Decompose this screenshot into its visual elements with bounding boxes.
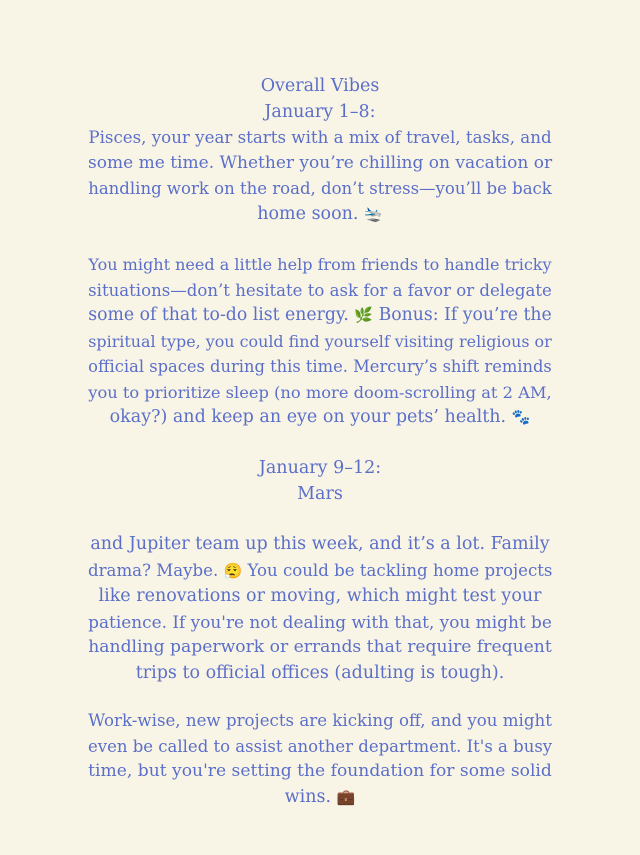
text-fragment: drama? Maybe.: [88, 560, 219, 580]
text-fragment: You could be tackling home projects: [247, 560, 553, 580]
date-range-1: January 1–8:: [264, 101, 376, 122]
text-fragment: home soon.: [257, 203, 359, 224]
section-2-heading: [88, 456, 552, 507]
text-line: trips to official offices (adulting is tough).: [135, 662, 505, 683]
text-line: spiritual type, you could find yourself visiting religious or: [88, 331, 552, 351]
text-line: handling work on the road, don’t stress—you’ll be back: [88, 179, 552, 198]
exhaling-face-icon: 😮‍💨: [223, 561, 243, 580]
herb-leaf-icon: 🌿: [354, 306, 374, 324]
text-line-with-emoji: [88, 303, 552, 329]
text-line: and Jupiter team up this week, and it’s a lot. Family: [90, 534, 550, 554]
planet-label: Mars: [297, 483, 343, 504]
text-line: like renovations or moving, which might test your: [98, 586, 542, 606]
text-line: official spaces during this time. Mercury’s shift reminds: [88, 357, 552, 376]
text-line: situations—don’t hesitate to ask for a favor or delegate: [88, 280, 552, 300]
text-line: Pisces, your year starts with a mix of travel, tasks, and: [88, 128, 552, 147]
text-line: you to prioritize sleep (no more doom-scrolling at 2 AM,: [88, 382, 552, 402]
text-line: time, but you're setting the foundation for some solid: [88, 761, 552, 781]
airplane-landing-icon: 🛬: [364, 204, 383, 223]
text-line: some me time. Whether you’re chilling on vacation or: [88, 152, 553, 173]
date-range-2: January 9–12:: [258, 458, 382, 478]
text-line-with-emoji: [88, 405, 552, 431]
paragraph-work: [88, 708, 552, 810]
paragraph-friends: [88, 252, 552, 431]
text-fragment: okay?) and keep an eye on your pets’ health.: [109, 407, 507, 427]
text-fragment: wins.: [284, 786, 332, 807]
text-line: You might need a little help from friends to handle tricky: [88, 255, 552, 274]
paragraph-family: [88, 532, 552, 686]
intro-block: [88, 74, 552, 227]
text-line: handling paperwork or errands that require frequent: [88, 637, 552, 657]
briefcase-icon: 💼: [336, 787, 356, 806]
text-line-with-emoji: [88, 558, 552, 585]
text-line-with-emoji: [88, 202, 552, 228]
text-fragment: Bonus: If you’re the: [378, 305, 552, 325]
text-line-with-emoji: [88, 785, 552, 811]
text-line: even be called to assist another department. It's a busy: [88, 736, 553, 756]
text-line: patience. If you're not dealing with that, you might be: [88, 611, 552, 632]
paw-prints-icon: 🐾: [511, 408, 531, 426]
section-title: Overall Vibes: [260, 76, 380, 96]
text-line: Work-wise, new projects are kicking off, and you might: [88, 711, 552, 730]
text-fragment: some of that to-do list energy.: [88, 305, 349, 325]
